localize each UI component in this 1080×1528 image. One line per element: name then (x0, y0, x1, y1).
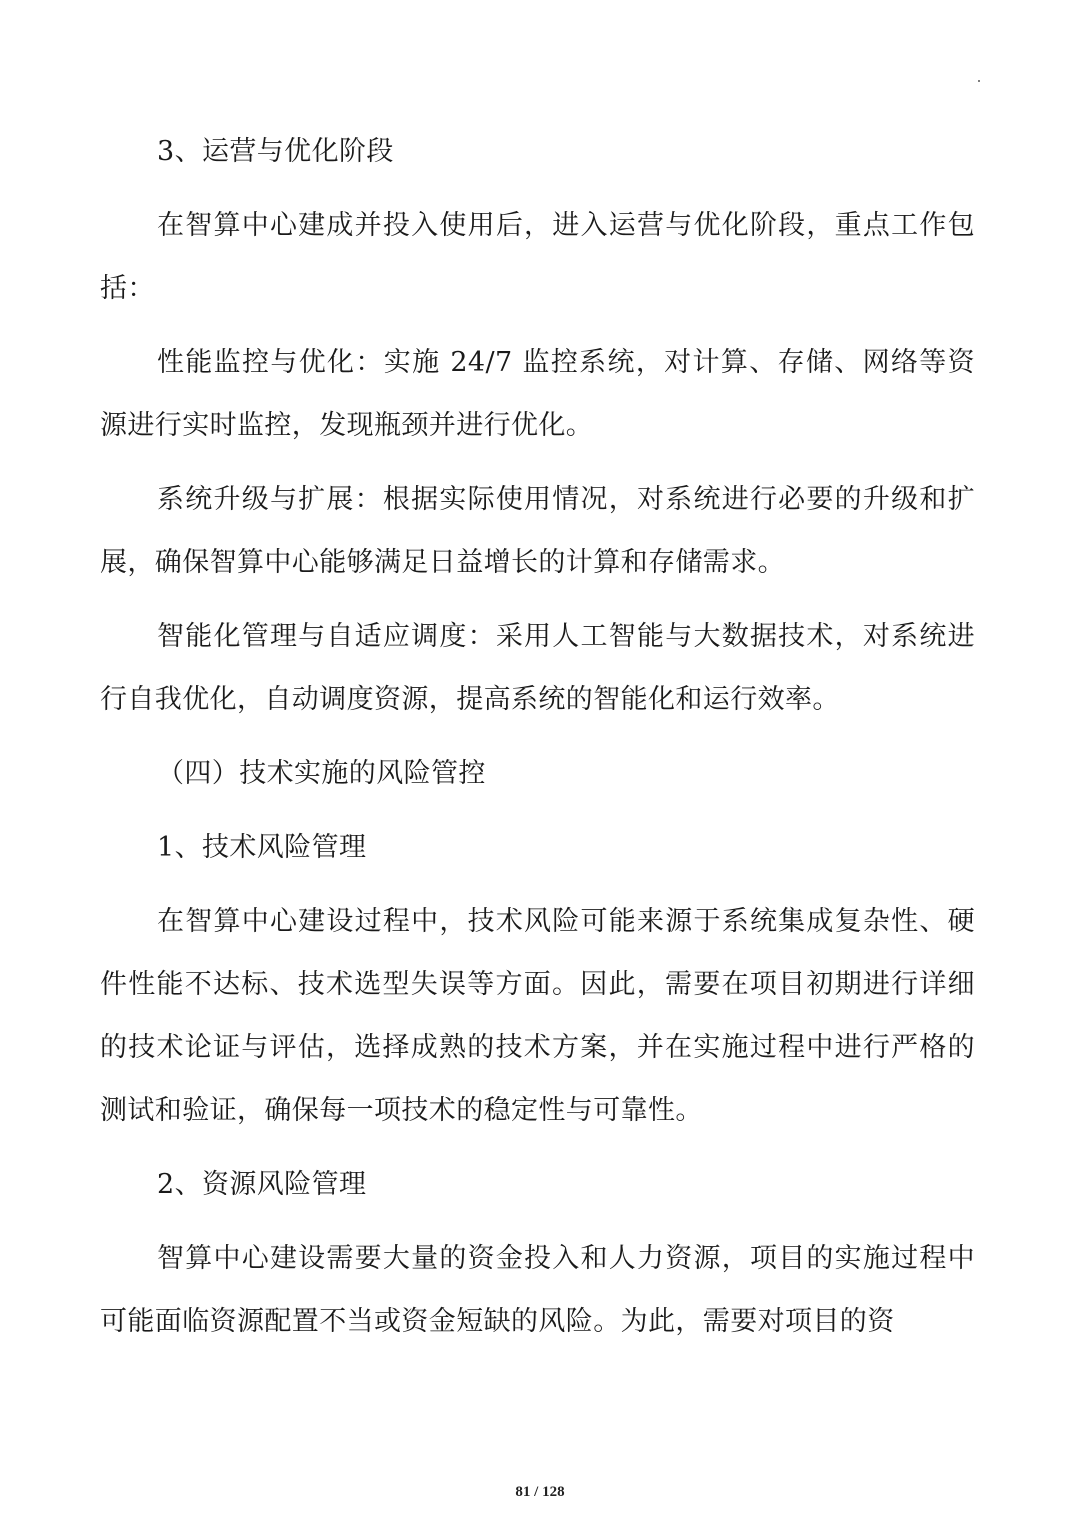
section-heading-technical-risk: 1、技术风险管理 (157, 832, 367, 863)
paragraph-operation-intro: 在智算中心建成并投入使用后，进入运营与优化阶段，重点工作包括： (100, 210, 975, 304)
paragraph-system-upgrade: 系统升级与扩展：根据实际使用情况，对系统进行必要的升级和扩展，确保智算中心能够满足日益增长的计算和存储需求。 (100, 484, 975, 578)
page-number: 81 / 128 (515, 1484, 565, 1500)
document-body (100, 120, 975, 1364)
paragraph-technical-risk: 在智算中心建设过程中，技术风险可能来源于系统集成复杂性、硬件性能不达标、技术选型失误等方面。因此，需要在项目初期进行详细的技术论证与评估，选择成熟的技术方案，并在实施过程中进行严格的测试和验证，确保每一项技术的稳定性与可靠性。 (100, 906, 975, 1126)
paragraph-resource-risk: 智算中心建设需要大量的资金投入和人力资源，项目的实施过程中可能面临资源配置不当或资金短缺的风险。为此，需要对项目的资 (100, 1243, 975, 1337)
corner-mark (978, 80, 980, 82)
section-heading-operation-phase: 3、运营与优化阶段 (157, 136, 394, 167)
paragraph-performance-monitoring: 性能监控与优化：实施 24/7 监控系统，对计算、存储、网络等资源进行实时监控，发现瓶颈并进行优化。 (100, 347, 975, 441)
section-heading-risk-control: （四）技术实施的风险管控 (157, 758, 486, 789)
section-heading-resource-risk: 2、资源风险管理 (157, 1169, 367, 1200)
paragraph-intelligent-management: 智能化管理与自适应调度：采用人工智能与大数据技术，对系统进行自我优化，自动调度资源，提高系统的智能化和运行效率。 (100, 621, 975, 715)
